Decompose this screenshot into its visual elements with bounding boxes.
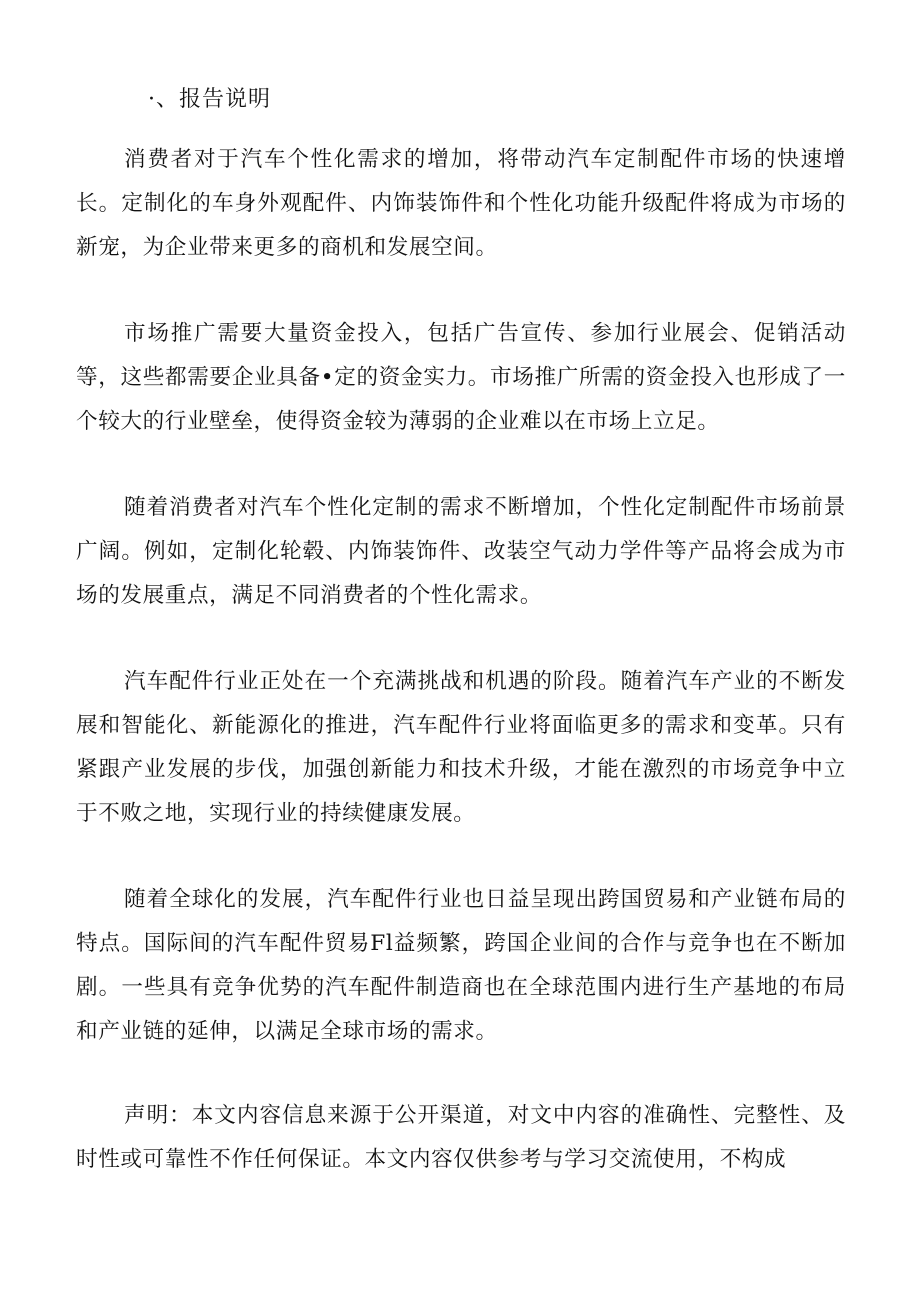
paragraph-globalization: 随着全球化的发展，汽车配件行业也日益呈现出跨国贸易和产业链布局的特点。国际间的汽车配件贸易Fl益频繁，跨国企业间的合作与竞争也在不断加剧。一些具有竞争优势的汽车配件制造商也在全球范围内进行生产基地的布局和产业链的延伸，以满足全球市场的需求。 xyxy=(76,887,846,1044)
paragraph-custom-parts-demand: 消费者对于汽车个性化需求的增加，将带动汽车定制配件市场的快速增长。定制化的车身外观配件、内饰装饰件和个性化功能升级配件将成为市场的新宠，为企业带来更多的商机和发展空间。 xyxy=(76,147,846,260)
paragraph-industry-stage: 汽车配件行业正处在一个充满挑战和机遇的阶段。随着汽车产业的不断发展和智能化、新能源化的推进，汽车配件行业将面临更多的需求和变革。只有紧跟产业发展的步伐，加强创新能力和技术升级，才能在激烈的市场竞争中立于不败之地，实现行业的持续健康发展。 xyxy=(76,669,846,826)
section-heading: ·、报告说明 xyxy=(148,87,271,112)
paragraph-disclaimer: 声明：本文内容信息来源于公开渠道，对文中内容的准确性、完整性、及时性或可靠性不作任何保证。本文内容仅供参考与学习交流使用，不构成 xyxy=(76,1103,846,1172)
paragraph-personalization-prospects: 随着消费者对汽车个性化定制的需求不断增加，个性化定制配件市场前景广阔。例如，定制化轮毂、内饰装饰件、改装空气动力学件等产品将会成为市场的发展重点，满足不同消费者的个性化需求。 xyxy=(76,495,846,608)
paragraph-marketing-investment: 市场推广需要大量资金投入，包括广告宣传、参加行业展会、促销活动等，这些都需要企业具备•定的资金实力。市场推广所需的资金投入也形成了一个较大的行业壁垒，使得资金较为薄弱的企业难以在市场上立足。 xyxy=(76,321,846,434)
